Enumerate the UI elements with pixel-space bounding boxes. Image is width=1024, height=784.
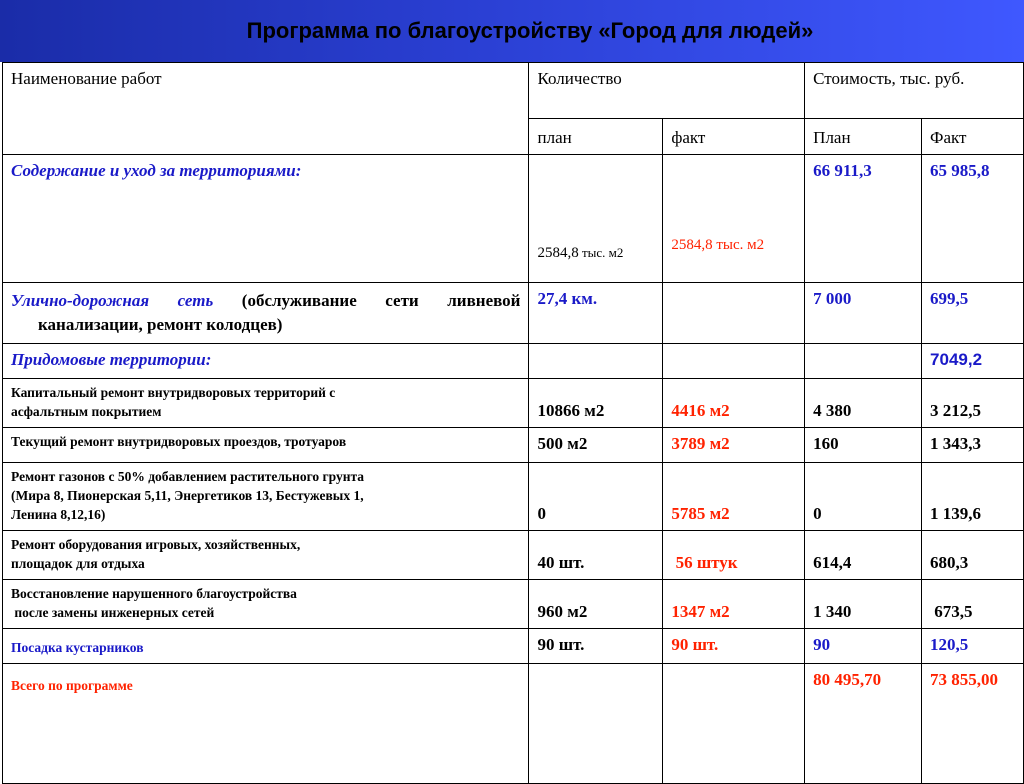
row-name-italic: Улично-дорожная сеть [11,291,214,310]
row-cost-fact: 7049,2 [922,344,1024,379]
row-name-rest: (обслуживание сети ливневой [213,291,521,310]
row-cost-fact: 699,5 [922,283,1024,344]
header-work-name: Наименование работ [3,63,529,155]
header-quantity: Количество [529,63,805,119]
row-qty-plan: 10866 м2 [529,379,663,428]
table-row [3,463,1024,531]
row-qty-plan: 0 [529,463,663,531]
table-row [3,283,1024,344]
program-table [2,62,1024,784]
row-qty-fact [663,283,805,344]
row-cost-plan: 90 [805,629,922,664]
row-cost-plan: 614,4 [805,531,922,580]
header-cost-fact: Факт [922,119,1024,155]
row-name-line: площадок для отдыха [11,556,145,571]
table-row [3,629,1024,664]
table-row [3,428,1024,463]
row-qty-plan [529,344,663,379]
row-name-line: асфальтным покрытием [11,404,162,419]
row-qty-plan-value: 2584,8 [537,245,579,261]
row-cost-plan: 7 000 [805,283,922,344]
row-name: Придомовые территории: [3,344,529,379]
row-qty-fact: 90 шт. [663,629,805,664]
row-qty-plan-unit: тыс. м2 [578,245,624,260]
row-name-line: после замены инженерных сетей [11,605,215,620]
header-qty-plan: план [529,119,663,155]
row-name: Всего по программе [3,664,529,784]
row-cost-plan: 0 [805,463,922,531]
row-qty-fact: 4416 м2 [663,379,805,428]
row-qty-fact: 2584,8 тыс. м2 [663,155,805,283]
table-row-total [3,664,1024,784]
row-qty-plan: 27,4 км. [529,283,663,344]
table-row [3,155,1024,283]
header-row [3,63,1024,119]
row-name-cont: канализации, ремонт колодцев) [38,315,283,334]
row-cost-plan: 160 [805,428,922,463]
row-name: Содержание и уход за территориями: [3,155,529,283]
row-name: Посадка кустарников [3,629,529,664]
row-qty-fact: 1347 м2 [663,580,805,629]
row-qty-plan: 90 шт. [529,629,663,664]
row-qty-plan [529,664,663,784]
row-qty-plan: 500 м2 [529,428,663,463]
row-cost-fact: 3 212,5 [922,379,1024,428]
row-name-line: Капитальный ремонт внутридворовых территорий с [11,385,336,400]
row-qty-fact [663,344,805,379]
row-cost-fact: 673,5 [922,580,1024,629]
row-name [3,283,529,344]
row-qty-fact: 56 штук [663,531,805,580]
row-qty-fact [663,664,805,784]
table-row [3,531,1024,580]
row-name [3,531,529,580]
header-qty-fact: факт [663,119,805,155]
page-title: Программа по благоустройству «Город для людей» [246,18,814,43]
row-name [3,463,529,531]
row-name: Текущий ремонт внутридворовых проездов, тротуаров [3,428,529,463]
row-cost-fact: 65 985,8 [922,155,1024,283]
row-name-line: Ремонт газонов с 50% добавлением растительного грунта [11,469,365,484]
row-name [3,379,529,428]
header-cost-plan: План [805,119,922,155]
table-row [3,379,1024,428]
row-name-line: Восстановление нарушенного благоустройства [11,586,297,601]
row-qty-plan: 960 м2 [529,580,663,629]
table-row [3,580,1024,629]
table-row [3,344,1024,379]
row-qty-fact: 5785 м2 [663,463,805,531]
row-cost-fact: 73 855,00 [922,664,1024,784]
row-cost-fact: 120,5 [922,629,1024,664]
row-cost-plan: 1 340 [805,580,922,629]
row-qty-fact: 3789 м2 [663,428,805,463]
row-name [3,580,529,629]
row-cost-plan: 4 380 [805,379,922,428]
row-cost-plan: 66 911,3 [805,155,922,283]
row-name-line: Ленина 8,12,16) [11,507,106,522]
row-cost-plan: 80 495,70 [805,664,922,784]
row-cost-fact: 1 343,3 [922,428,1024,463]
row-name-line: Ремонт оборудования игровых, хозяйственных, [11,537,301,552]
header-cost: Стоимость, тыс. руб. [805,63,1024,119]
row-qty-plan [529,155,663,283]
row-cost-fact: 1 139,6 [922,463,1024,531]
row-name-line: (Мира 8, Пионерская 5,11, Энергетиков 13, Бестужевых 1, [11,488,364,503]
row-qty-plan: 40 шт. [529,531,663,580]
row-cost-plan [805,344,922,379]
row-cost-fact: 680,3 [922,531,1024,580]
